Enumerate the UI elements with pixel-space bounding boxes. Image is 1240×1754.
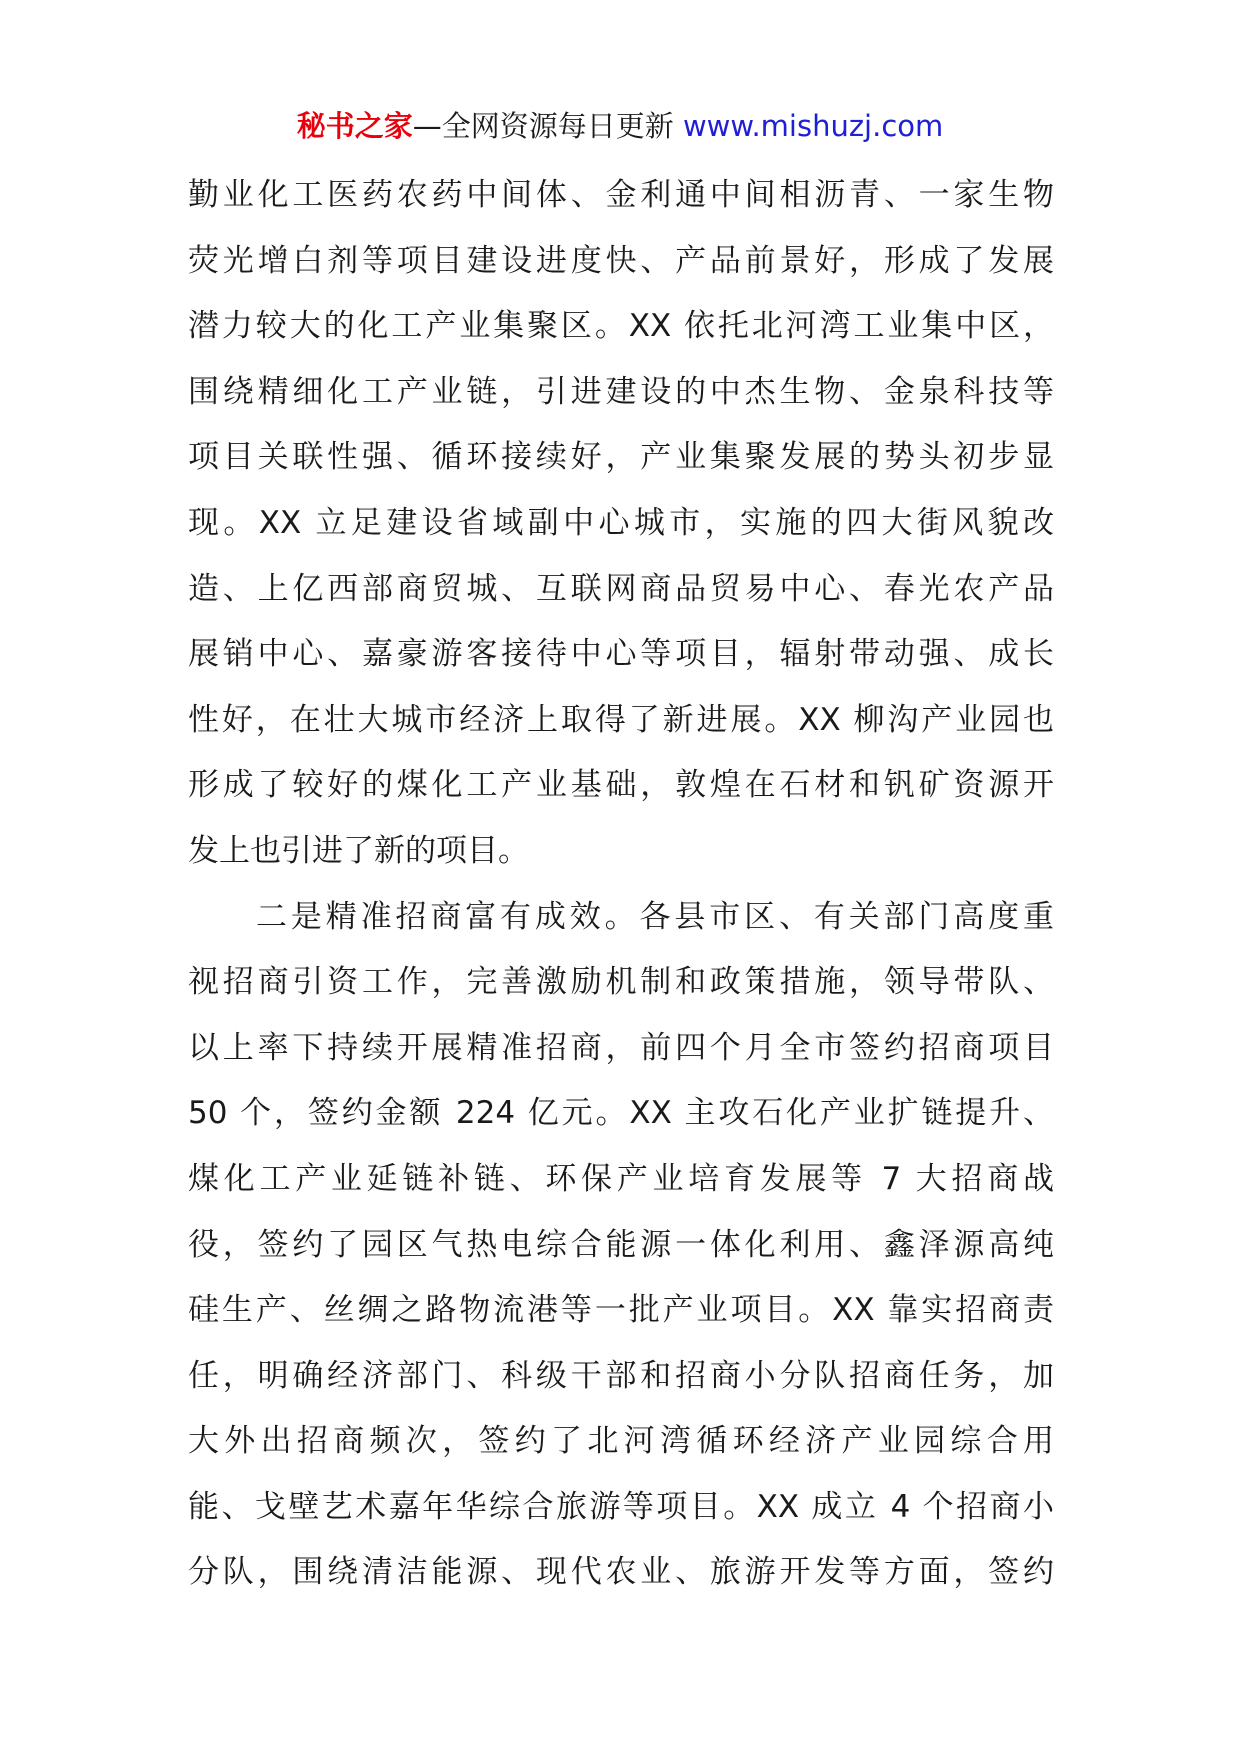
text-line: 以上率下持续开展精准招商，前四个月全市签约招商项目 [188,1029,1054,1066]
text-line: 视招商引资工作，完善激励机制和政策措施，领导带队、 [188,964,1054,1001]
text-line: 潜力较大的化工产业集聚区。XX 依托北河湾工业集中区， [188,308,1054,345]
paragraph-investment [188,885,1054,1607]
text-line: 现。XX 立足建设省域副中心城市，实施的四大街风貌改 [188,504,1054,541]
text-line: 能、戈壁艺术嘉年华综合旅游等项目。XX 成立 4 个招商小 [188,1488,1054,1525]
text-line: 勤业化工医药农药中间体、金利通中间相沥青、一家生物 [188,177,1054,213]
site-header [0,104,1240,148]
text-line: 50 个，签约金额 224 亿元。XX 主攻石化产业扩链提升、 [188,1095,1054,1132]
text-line: 荧光增白剂等项目建设进度快、产品前景好，形成了发展 [188,242,1054,279]
header-tagline: —全网资源每日更新 [412,109,674,143]
text-line: 围绕精细化工产业链，引进建设的中杰生物、金泉科技等 [188,373,1054,410]
document-body [188,163,1054,1606]
paragraph-continuation [188,163,1054,885]
text-line: 项目关联性强、循环接续好，产业集聚发展的势头初步显 [188,439,1054,476]
brand-name: 秘书之家 [296,109,413,143]
text-line: 任，明确经济部门、科级干部和招商小分队招商任务，加 [188,1357,1054,1394]
text-line: 大外出招商频次，签约了北河湾循环经济产业园综合用 [188,1423,1054,1460]
text-line: 展销中心、嘉豪游客接待中心等项目，辐射带动强、成长 [188,636,1054,673]
text-line: 性好，在壮大城市经济上取得了新进展。XX 柳沟产业园也 [188,701,1054,738]
text-line: 煤化工产业延链补链、环保产业培育发展等 7 大招商战 [188,1160,1054,1197]
text-line: 分队，围绕清洁能源、现代农业、旅游开发等方面，签约 [188,1554,1054,1591]
text-line: 硅生产、丝绸之路物流港等一批产业项目。XX 靠实招商责 [188,1292,1054,1329]
text-line: 形成了较好的煤化工产业基础，敦煌在石材和钒矿资源开 [188,767,1054,804]
text-line: 造、上亿西部商贸城、互联网商品贸易中心、春光农产品 [188,570,1054,607]
text-line: 二是精准招商富有成效。各县市区、有关部门高度重 [256,898,1054,935]
site-url-link[interactable]: www.mishuzj.com [682,109,944,143]
text-line: 役，签约了园区气热电综合能源一体化利用、鑫泽源高纯 [188,1226,1054,1263]
text-line: 发上也引进了新的项目。 [188,832,529,869]
